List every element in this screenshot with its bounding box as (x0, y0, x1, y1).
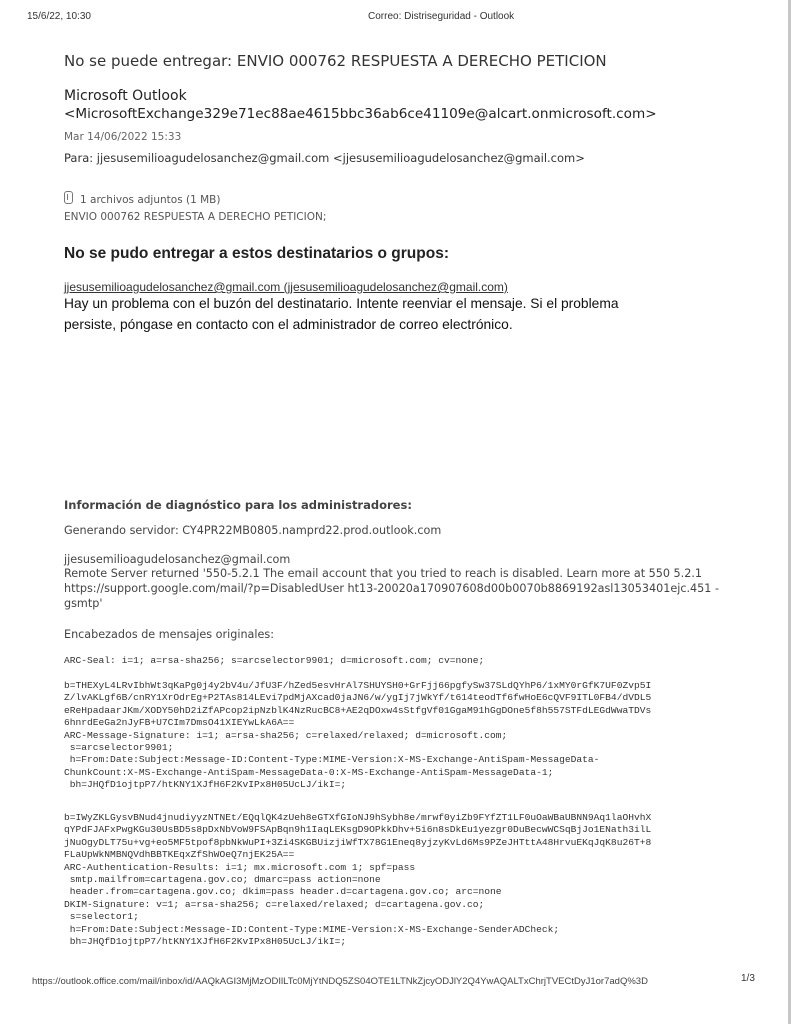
header-line: h=From:Date:Subject:Message-ID:Content-Type:MIME-Version:X-MS-Exchange-SenderADCheck; (64, 923, 560, 935)
header-line: ARC-Authentication-Results: i=1; mx.microsoft.com 1; spf=pass (64, 861, 416, 873)
header-line: bh=JHQfD1ojtpP7/htKNY1XJfH6F2KvIPx8H05UcLJ/ikI=; (64, 936, 347, 948)
header-line: qYPdFJAFxPwgKGu30UsBD5s8pDxNbVoW9FSApBqn9h1IaqLEKsgD9OPkkDhv+5i6n8sDkEu1yezgr0DuBecwWCSqBjJo1ENath3ilL (64, 824, 652, 836)
ndr-heading: No se pudo entregar a estos destinatarios o grupos: (64, 245, 449, 262)
header-line: bh=JHQfD1ojtpP7/htKNY1XJfH6F2KvIPx8H05UcLJ/ikI=; (64, 779, 347, 791)
header-line: eReHpadaarJKm/XODY50hD2iZfAPcop2ipNzblK4NzRucBC8+AE2qDOxw4sStfgVf01GgaM91hGgDOne5f8h557STFdLEGdWwaTDVs (64, 704, 652, 716)
print-page-number: 1/3 (741, 973, 755, 984)
remote-server-line-3: gsmtp' (64, 597, 103, 610)
attachments-summary[interactable] (64, 191, 220, 206)
header-line: DKIM-Signature: v=1; a=rsa-sha256; c=relaxed/relaxed; d=cartagena.gov.co; (64, 898, 485, 910)
ndr-body-line-1: Hay un problema con el buzón del destinatario. Intente reenviar el mensaje. Si el problema (64, 296, 619, 311)
recipient-line: Para: jjesusemilioagudelosanchez@gmail.com <jjesusemilioagudelosanchez@gmail.com> (64, 151, 585, 165)
attachment-icon (64, 191, 73, 204)
print-datetime: 15/6/22, 10:30 (27, 11, 91, 22)
header-line: jNuOgyDLT75u+vg+eo5MF5tpof8pbNkWuPI+3Zi4SKGBUizjiWfTX78G1Eneq8yjzyKvLd6Ms9PZeJHTttA48HrvuEKqJqK8u26T+8 (64, 836, 652, 848)
header-line: smtp.mailfrom=cartagena.gov.co; dmarc=pass action=none (64, 874, 381, 886)
original-headers-label: Encabezados de mensajes originales: (64, 628, 274, 641)
header-line: FLaUpWkNMBNQVdhBBTKEqxZfShWOeQ7njEK25A== (64, 849, 295, 861)
header-line: ChunkCount:X-MS-Exchange-AntiSpam-MessageData-0:X-MS-Exchange-AntiSpam-MessageData-1; (64, 766, 554, 778)
header-line: 6hnrdEeGa2nJyFB+U7CIm7DmsO41XIEYwLkA6A== (64, 717, 295, 729)
attachments-count: 1 archivos adjuntos (1 MB) (80, 194, 221, 206)
header-line: b=THEXyL4LRvIbhWt3qKaPg0j4y2bV4u/JfU3F/hZed5esvHrAl7SHUYSH0+GrFjj66pgfySw37SLdQYhP6/1xMY0rGfK7UF0Zvp5I (64, 680, 652, 691)
header-line: s=arcselector9901; (64, 742, 174, 754)
header-line: ARC-Message-Signature: i=1; a=rsa-sha256; c=relaxed/relaxed; d=microsoft.com; (64, 729, 508, 741)
diagnostics-recipient: jjesusemilioagudelosanchez@gmail.com (64, 553, 291, 566)
sender-name: Microsoft Outlook (64, 88, 187, 104)
header-line: b=IWyZKLGysvBNud4jnudiyyzNTNEt/EQqlQK4zUeh8eGTXfGIoNJ9hSybh8e/mrwf0yiZb9FYfZT1LF0uOaWBaUBNN9Aq1laOHvhX (64, 812, 652, 823)
header-line: s=selector1; (64, 911, 139, 923)
message-subject: No se puede entregar: ENVIO 000762 RESPUESTA A DERECHO PETICION (64, 52, 607, 70)
header-block-2 (64, 812, 651, 948)
header-line: header.from=cartagena.gov.co; dkim=pass header.d=cartagena.gov.co; arc=none (64, 886, 502, 898)
remote-server-line-2: https://support.google.com/mail/?p=DisabledUser ht13-20020a170907608d00b0070b8869192asl13053401ejc.451 - (64, 582, 719, 595)
ndr-body-line-2: persiste, póngase en contacto con el administrador de correo electrónico. (64, 317, 513, 332)
print-page-title: Correo: Distriseguridad - Outlook (368, 11, 515, 22)
message-date: Mar 14/06/2022 15:33 (64, 131, 182, 143)
header-line: h=From:Date:Subject:Message-ID:Content-Type:MIME-Version:X-MS-Exchange-AntiSpam-MessageData- (64, 754, 600, 766)
diagnostics-heading: Información de diagnóstico para los administradores: (64, 498, 412, 512)
print-footer-url: https://outlook.office.com/mail/inbox/id/AAQkAGI3MjMzODIlLTc0MjYtNDQ5ZS04OTE1LTNkZjcyODJlY2Q4YwAQALTxChrjTVECtDyJ1or7adQ%3D (32, 976, 648, 987)
generating-server: Generando servidor: CY4PR22MB0805.namprd22.prod.outlook.com (64, 524, 442, 537)
remote-server-line-1: Remote Server returned '550-5.2.1 The email account that you tried to reach is disabled. Learn more at 550 5.2.1 (64, 567, 703, 580)
sender-address: <MicrosoftExchange329e71ec88ae4615bbc36ab6ce41109e@alcart.onmicrosoft.com> (64, 106, 657, 122)
header-line: Z/lvAKLgf6B/cnRY1XrOdrEg+P2TAs814LEvi7pdMjAXcad0jaJN6/w/ygIj7jWkYf/t614teodTf6fwHoE6cQVF9ITL0FB4/dVDL5 (64, 692, 652, 704)
recipient-link[interactable]: jjesusemilioagudelosanchez@gmail.com (jjesusemilioagudelosanchez@gmail.com) (64, 280, 508, 294)
header-block-1 (64, 680, 651, 792)
attachment-name: ENVIO 000762 RESPUESTA A DERECHO PETICION; (64, 211, 327, 223)
arc-seal-line: ARC-Seal: i=1; a=rsa-sha256; s=arcselector9901; d=microsoft.com; cv=none; (64, 655, 485, 666)
